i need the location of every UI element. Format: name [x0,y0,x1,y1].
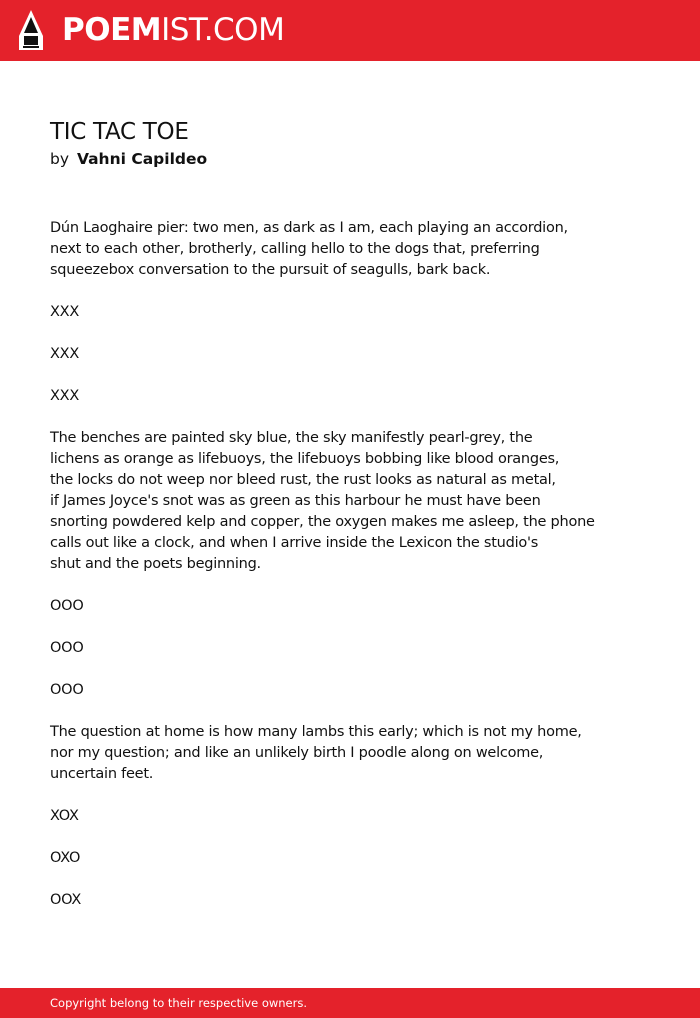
poem-line: XXX [50,304,80,320]
logo-brand-light: IST.COM [161,12,285,48]
poem-stanza [50,680,650,701]
poem-author: Vahni Capildeo [76,150,208,168]
poem-stanza [50,386,650,407]
poem-stanza [50,428,650,575]
poem-line: snorting powdered kelp and copper, the oxygen makes me asleep, the phone [50,514,595,530]
poem-line: next to each other, brotherly, calling hello to the dogs that, preferring [50,241,540,257]
poem-line: XXX [50,346,80,362]
poem-title: TIC TAC TOE [50,119,189,145]
poem-line: OOO [50,682,84,698]
poem-line: lichens as orange as lifebuoys, the lifebuoys bobbing like blood oranges, [50,451,560,467]
poem-stanza [50,890,650,911]
poem-byline [50,148,207,170]
poem-stanza [50,722,650,785]
site-logo[interactable] [62,11,284,49]
poem-stanza [50,638,650,659]
copyright-notice: Copyright belong to their respective owners. [50,996,308,1010]
poem-stanza [50,806,650,827]
poem-line: OOO [50,640,84,656]
poem-stanza [50,218,650,281]
poem-line: Dún Laoghaire pier: two men, as dark as I am, each playing an accordion, [50,220,568,236]
poem-line: shut and the poets beginning. [50,556,261,572]
poem-stanza [50,302,650,323]
poem-line: OXO [50,850,81,866]
poem-line: OOO [50,598,84,614]
poem-line: The benches are painted sky blue, the sky manifestly pearl-grey, the [50,430,533,446]
poem-line: nor my question; and like an unlikely birth I poodle along on welcome, [50,745,544,761]
by-label: by [50,150,70,168]
poem-line: the locks do not weep nor bleed rust, the rust looks as natural as metal, [50,472,556,488]
site-footer [0,988,700,1018]
poem-body [50,218,650,932]
poem-stanza [50,344,650,365]
poem-line: XOX [50,808,79,824]
poem-line: squeezebox conversation to the pursuit of seagulls, bark back. [50,262,491,278]
poem-line: XXX [50,388,80,404]
poem-line: uncertain feet. [50,766,154,782]
pencil-icon[interactable] [18,9,44,51]
site-header [0,0,700,61]
poem-line: if James Joyce's snot was as green as this harbour he must have been [50,493,541,509]
poem-line: OOX [50,892,82,908]
logo-brand-bold: POEM [62,12,162,48]
poem-stanza [50,848,650,869]
poem-line: The question at home is how many lambs this early; which is not my home, [50,724,582,740]
poem-stanza [50,596,650,617]
poem-line: calls out like a clock, and when I arrive inside the Lexicon the studio's [50,535,539,551]
